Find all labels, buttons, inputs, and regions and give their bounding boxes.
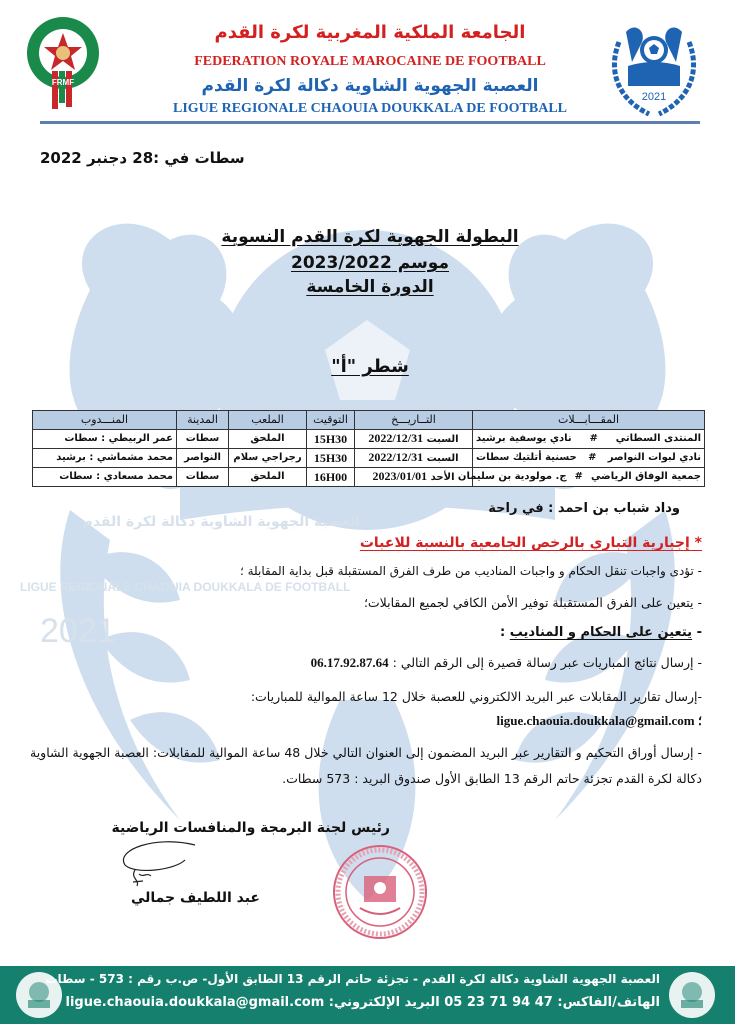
match-day: السبت <box>426 453 459 464</box>
match-day: السبت <box>426 434 459 445</box>
sms-instruction <box>260 654 702 672</box>
versus-sep: # <box>574 471 583 482</box>
requirement-item: - تؤدى واجبات تنقل الحكام و واجبات المناديب من طرف الفرق المستقبلة قبل بداية المقابلة ؛ <box>239 564 702 578</box>
versus-sep: # <box>589 433 598 444</box>
home-team: نادي لبوات النواصر <box>607 452 701 463</box>
match-stadium: الملحق <box>229 430 307 449</box>
email-instruction: -إرسال تقارير المقابلات عبر البريد الالكتروني للعصبة خلال 12 ساعة الموالية للمباريات: <box>250 689 702 704</box>
match-cell <box>473 449 705 468</box>
league-email: ligue.chaouia.doukkala@gmail.com ؛ <box>496 713 702 728</box>
league-logo <box>604 22 704 117</box>
sms-text: - إرسال نتائج المباريات عبر رسالة قصيرة إلى الرقم التالي : <box>388 655 702 670</box>
date-cell <box>355 449 473 468</box>
match-date: 2022/12/31 <box>368 450 424 464</box>
footer-contact: الهاتف/الفاكس: 47 94 71 23 05 البريد الإلكتروني: ligue.chaouia.doukkala@gmail.com <box>65 995 660 1010</box>
signatory-title: رئيس لجنة البرمجة والمنافسات الرياضية <box>111 820 390 836</box>
group-title-text: شطر "أ" <box>331 356 409 377</box>
match-time: 15H30 <box>307 449 355 468</box>
match-day: الأحد <box>430 472 455 483</box>
match-time: 16H00 <box>307 468 355 487</box>
frmf-logo <box>22 15 104 110</box>
round-title <box>150 276 590 298</box>
requirement-item: - يتعين على الفرق المستقبلة توفير الأمن الكافي لجميع المقابلات؛ <box>363 595 702 610</box>
match-delegate: محمد مشماشي : برشيد <box>33 449 177 468</box>
referees-title-text: يتعين على الحكام و المناديب <box>509 625 693 640</box>
group-title <box>150 355 590 379</box>
home-team: المنتدى السطاتي <box>615 433 701 444</box>
watermark-league-fr: LIGUE REGIONALE CHAOUIA DOUKKALA DE FOOTBALL <box>20 580 351 594</box>
away-team: ج. مولودية بن سليمان <box>457 471 567 482</box>
official-stamp <box>330 842 430 942</box>
signatory-name: عبد اللطيف جمالي <box>130 890 260 906</box>
fixtures-table <box>32 410 705 487</box>
match-city: سطات <box>177 468 229 487</box>
header-city: المدينة <box>177 411 229 430</box>
date-cell <box>355 430 473 449</box>
header-stadium: الملعب <box>229 411 307 430</box>
match-delegate: محمد مسعادي : سطات <box>33 468 177 487</box>
match-city: سطات <box>177 430 229 449</box>
table-row <box>33 449 705 468</box>
away-team: حسنية أتلتيك سطات <box>476 452 577 463</box>
table-row <box>33 468 705 487</box>
league-logo-year: 2021 <box>641 91 667 103</box>
date-cell <box>355 468 473 487</box>
footer-league-logo <box>667 970 717 1020</box>
match-time: 15H30 <box>307 430 355 449</box>
match-date: 2023/01/01 <box>372 469 428 483</box>
footer-address: العصبة الجهوية الشاوية دكالة لكرة القدم - تجزئة حاتم الرقم 13 الطابق الأول- ص.ب رقم : 573 - سطات <box>45 972 660 986</box>
document-date: سطات في :28 دجنبر 2022 <box>40 149 245 167</box>
home-team: جمعية الوفاق الرياضي <box>590 471 701 482</box>
table-row <box>33 430 705 449</box>
handwritten-signature <box>95 840 215 890</box>
referees-title <box>300 624 702 642</box>
away-team: نادي يوسفية برشيد <box>476 433 572 444</box>
match-stadium: رجراجي سلام <box>229 449 307 468</box>
post-instruction: - إرسال أوراق التحكيم و التقارير عبر البريد المضمون إلى العنوان التالي خلال 48 ساعة الموالية للمقابلات: العصبة الجهوية الشاوية دكالة لكرة القدم تجزئة حاتم الرقم 13 الطابق الأول صندوق البريد : 573 سطات. <box>30 745 702 786</box>
header-date: التــاريـــخ <box>355 411 473 430</box>
match-city: النواصر <box>177 449 229 468</box>
versus-sep: # <box>588 452 597 463</box>
header-delegate: المنـــدوب <box>33 411 177 430</box>
header-time: التوقيت <box>307 411 355 430</box>
match-delegate: عمر الربيطي : سطات <box>33 430 177 449</box>
match-cell <box>473 430 705 449</box>
watermark-league-ar: العصبة الجهوية الشاوية دكالة لكرة القدم <box>82 514 360 530</box>
sms-number: 06.17.92.87.64 <box>310 655 389 670</box>
table-header-row <box>33 411 705 430</box>
season-title-text: موسم 2023/2022 <box>291 253 449 273</box>
match-cell <box>457 468 705 487</box>
requirements-title-text: * إجبارية التباري بالرخص الجامعية بالنسبة للاعبات <box>359 535 702 551</box>
league-name-fr: LIGUE REGIONALE CHAOUIA DOUKKALA DE FOOTBALL <box>172 101 567 116</box>
match-date: 2022/12/31 <box>368 431 424 445</box>
federation-name-fr: FEDERATION ROYALE MAROCAINE DE FOOTBALL <box>194 54 546 69</box>
league-name-ar: العصبة الجهوية الشاوية دكالة لكرة القدم <box>201 76 539 96</box>
requirements-title <box>300 534 702 552</box>
federation-name-ar: الجامعة الملكية المغربية لكرة القدم <box>214 22 526 43</box>
header-divider <box>40 121 700 124</box>
header-matches: المقـــابـــلات <box>473 411 705 430</box>
rest-team-line: وداد شباب بن احمد : في راحة <box>488 501 680 516</box>
round-title-text: الدورة الخامسة <box>306 277 434 297</box>
frmf-logo-text: FRMF <box>51 78 75 87</box>
season-title <box>150 252 590 274</box>
competition-title <box>150 226 590 248</box>
referees-title-suffix: : <box>500 625 510 640</box>
competition-title-text: البطولة الجهوية لكرة القدم النسوية <box>221 227 519 247</box>
referees-title-prefix: - <box>692 625 702 640</box>
watermark-year: 2021 <box>40 612 116 650</box>
match-stadium: الملحق <box>229 468 307 487</box>
